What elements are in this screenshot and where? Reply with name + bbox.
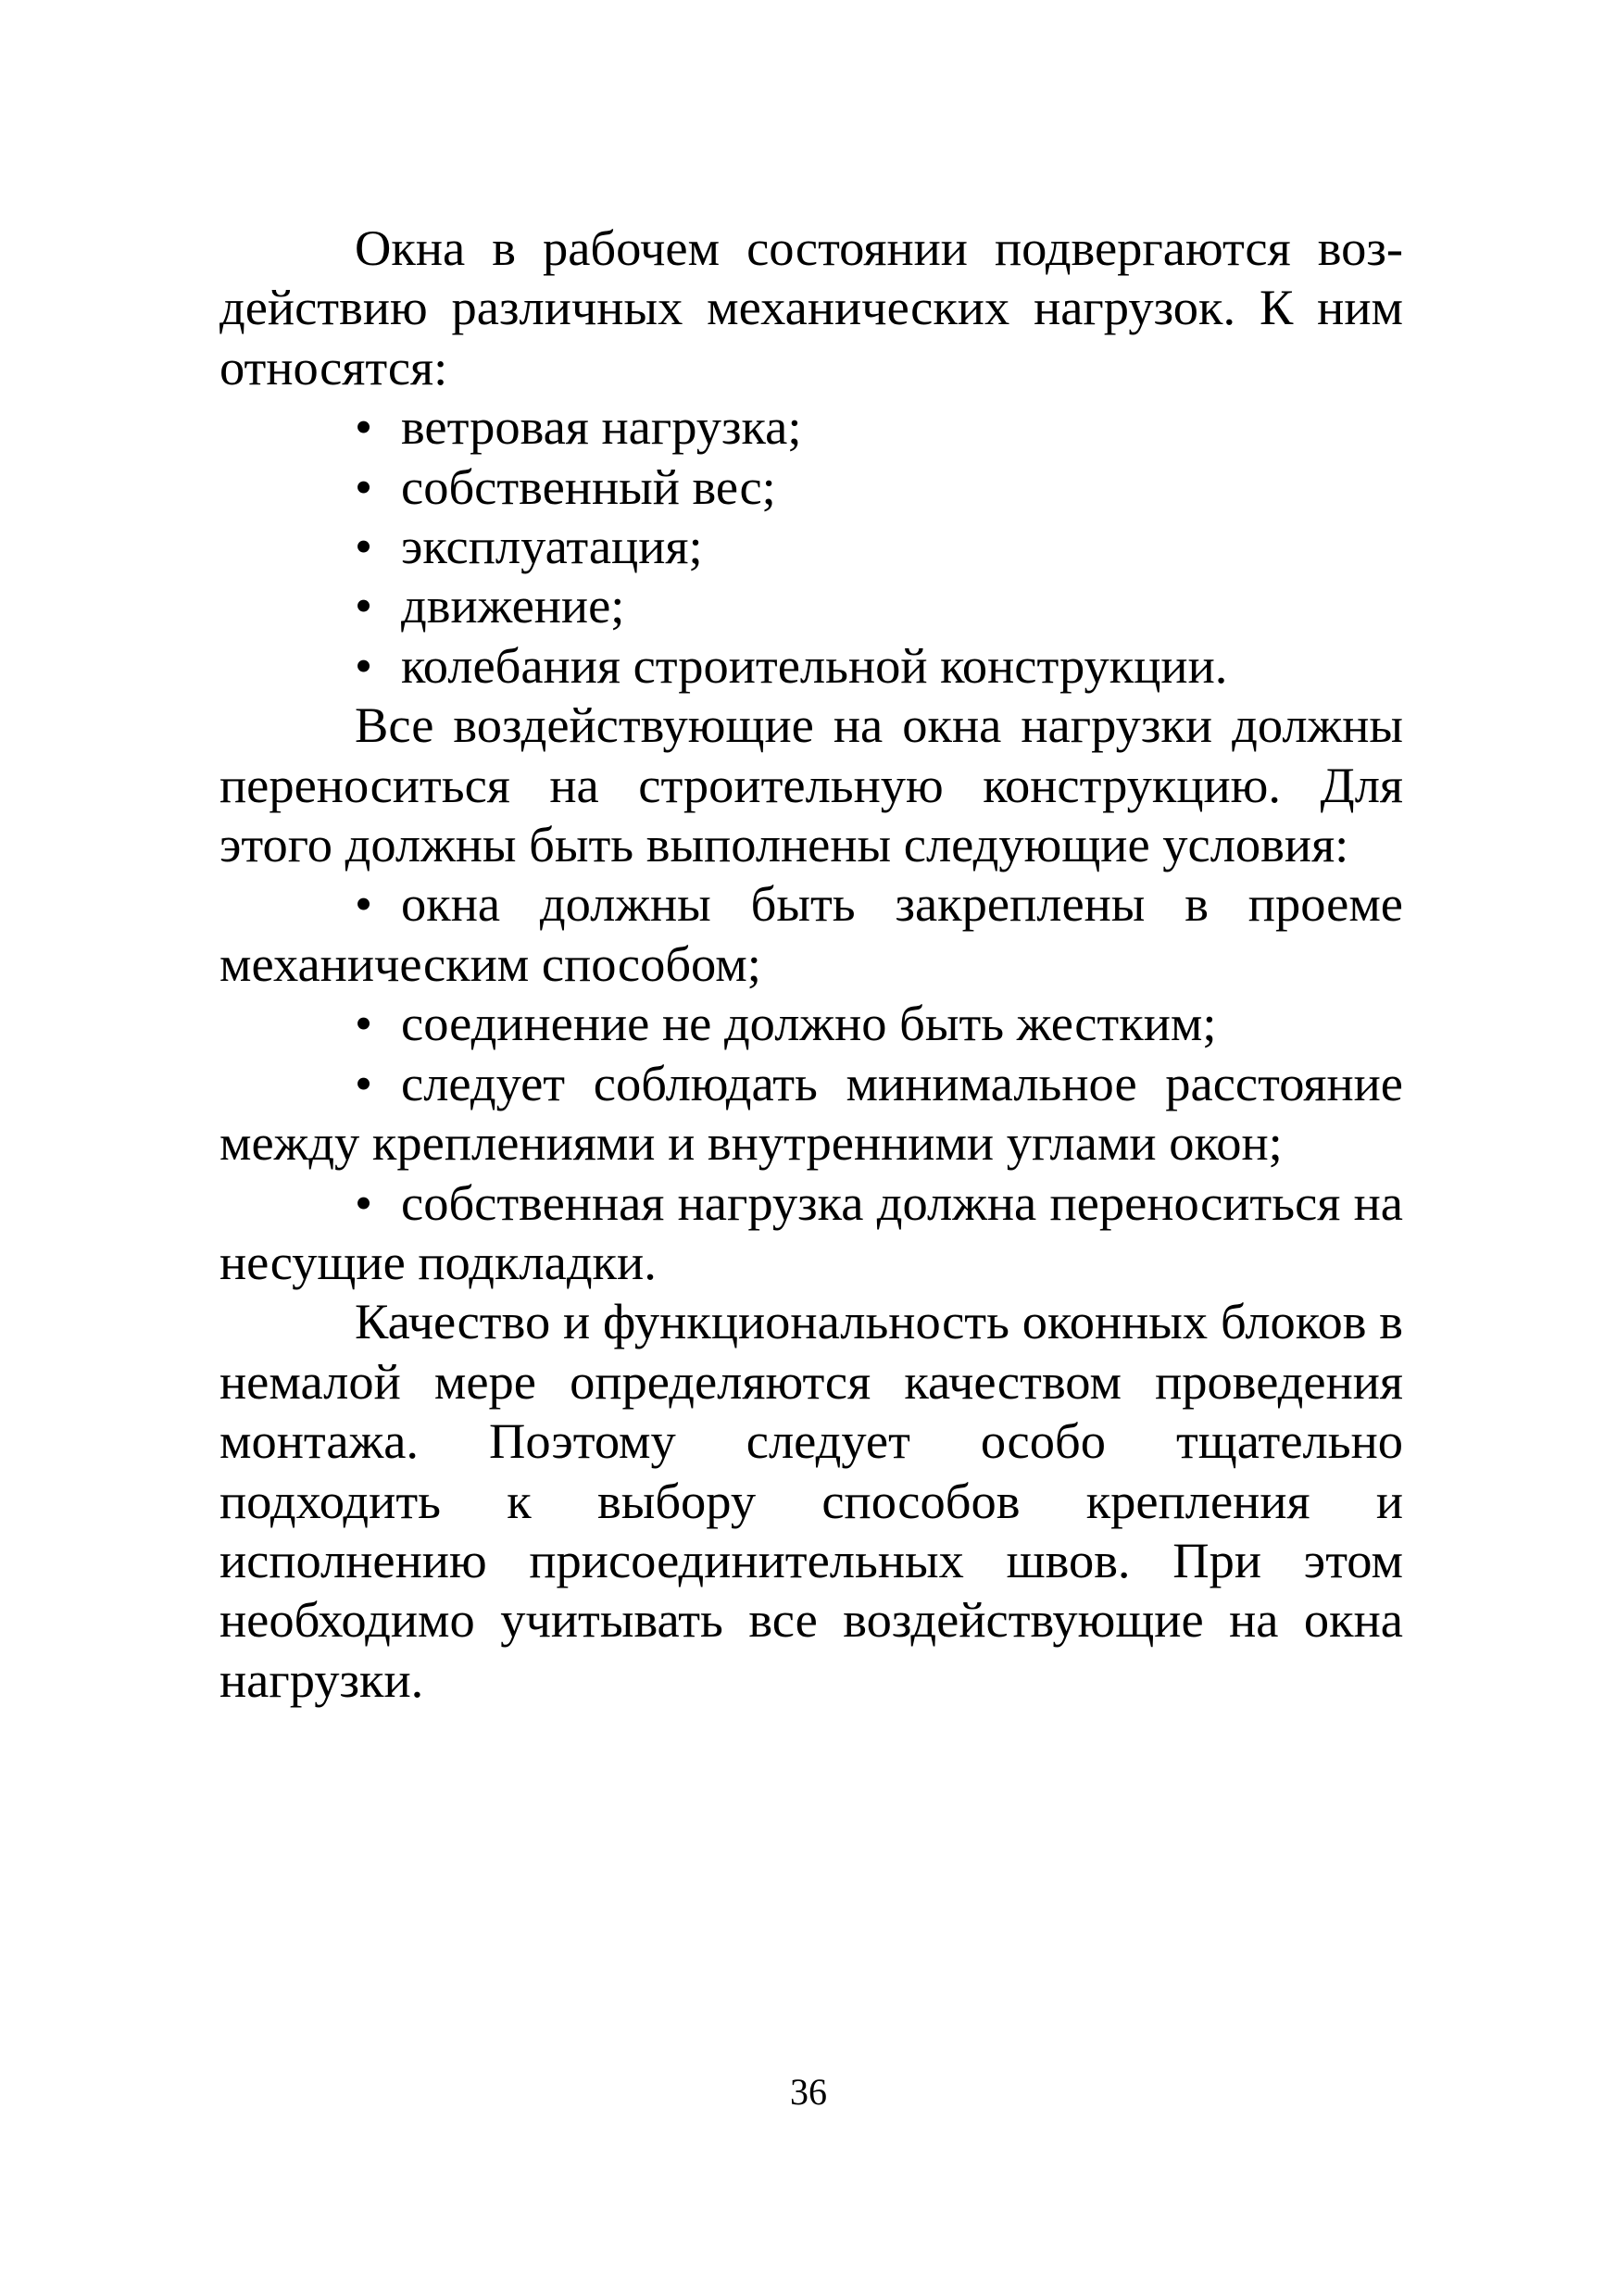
list-item-text: собственный вес;	[401, 458, 776, 515]
list-item-text: соединение не должно быть жестким;	[401, 995, 1217, 1052]
bullet-icon	[355, 874, 401, 934]
bullet-icon	[355, 397, 401, 457]
bullet-icon	[355, 517, 401, 576]
list-item-text: колебания строительной конструкции.	[401, 636, 1228, 694]
list-item-text: ветровая нагрузка;	[401, 398, 802, 456]
list-item-text: эксплуатация;	[401, 518, 703, 575]
bullet-icon	[355, 636, 401, 696]
bullet-icon	[355, 458, 401, 517]
list-item	[219, 458, 1403, 517]
page-number: 36	[790, 2071, 827, 2113]
list-item-text: движение;	[401, 577, 625, 634]
bullet-icon	[355, 1173, 401, 1233]
list-item-text: окна должны быть закреплены в проеме механическим способом;	[219, 875, 1403, 992]
list-item	[219, 397, 1403, 457]
intro-paragraph: Окна в рабочем состоянии подвергаются воздействию различных механических нагрузок. К ним относятся:	[219, 220, 1403, 395]
bullet-icon	[355, 994, 401, 1053]
bullet-icon	[355, 576, 401, 635]
requirements-paragraph: Все воздействующие на окна нагрузки должны переноситься на строительную конструкцию. Для этого должны быть выполнены следующие условия:	[219, 696, 1403, 873]
list-item-text: собственная нагрузка должна переноситься на несущие подкладки.	[219, 1173, 1403, 1290]
list-item	[219, 576, 1403, 635]
list-item	[219, 636, 1403, 696]
load-types-list	[219, 397, 1403, 696]
list-item	[219, 994, 1403, 1053]
conditions-list	[219, 874, 1403, 1292]
list-item	[219, 1173, 1403, 1293]
page-body	[219, 219, 1403, 1710]
list-item	[219, 874, 1403, 994]
list-item	[219, 1054, 1403, 1173]
conclusion-paragraph: Качество и функциональность оконных блоков в немалой мере определяются качеством проведения монтажа. Поэтому следует особо тщательно подходить к выбору способов крепления и исполнению присоединительных швов. При этом необходимо учитывать все воздействующие на окна нагрузки.	[219, 1293, 1403, 1708]
list-item	[219, 517, 1403, 576]
list-item-text: следует соблюдать минимальное расстояние между креплениями и внутренними углами окон;	[219, 1054, 1403, 1172]
bullet-icon	[355, 1054, 401, 1113]
